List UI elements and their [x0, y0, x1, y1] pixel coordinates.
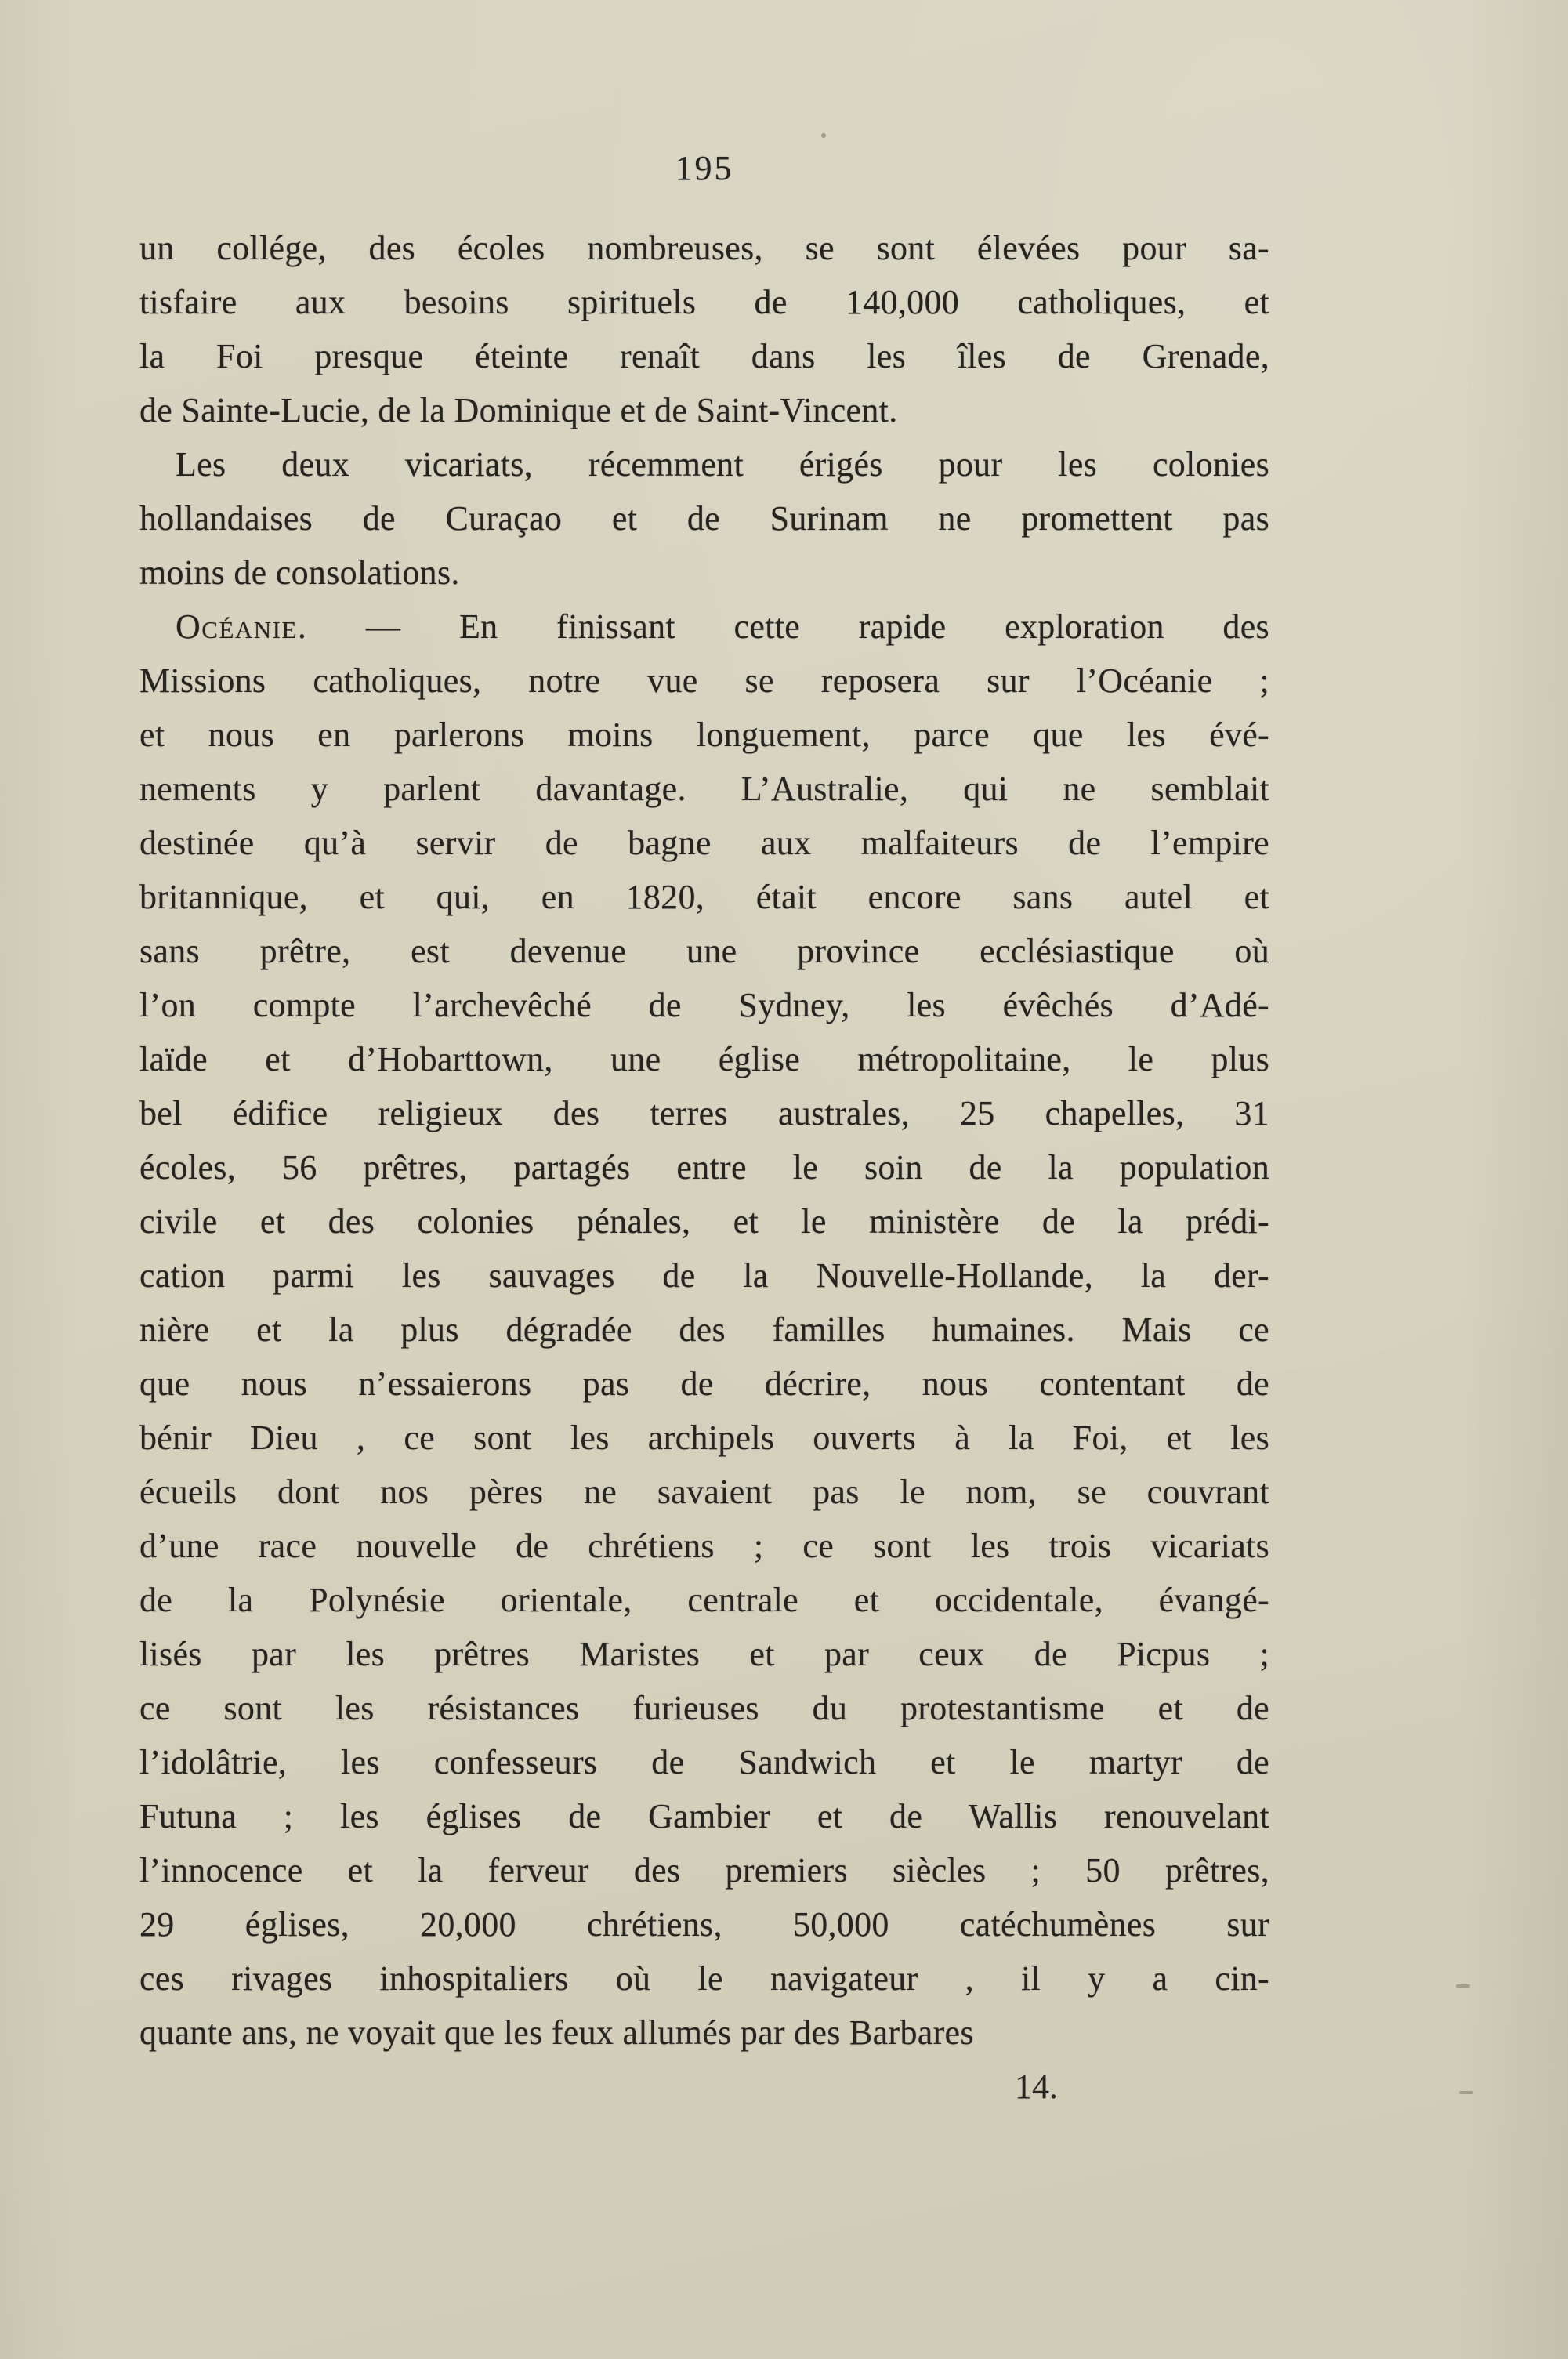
paragraph-vicariats	[139, 437, 1269, 600]
scan-speck	[821, 133, 826, 138]
text-line: d’une race nouvelle de chrétiens ; ce sont les trois vicariats	[139, 1527, 1269, 1565]
text-line: de la Polynésie orientale, centrale et occidentale, évangé-	[139, 1581, 1269, 1619]
text-line: moins de consolations.	[139, 553, 460, 592]
text-line	[139, 600, 1269, 654]
text-span: — En finissant cette rapide exploration des	[307, 607, 1269, 646]
text-line: et nous en parlerons moins longuement, parce que les évé-	[139, 716, 1269, 754]
page-number: 195	[675, 149, 734, 187]
paragraph-oceanie	[139, 600, 1269, 2060]
text-line: cation parmi les sauvages de la Nouvelle-Hollande, la der-	[139, 1256, 1269, 1295]
scan-speck	[1456, 1984, 1470, 1988]
text-line: lisés par les prêtres Maristes et par ceux de Picpus ;	[139, 1635, 1269, 1673]
text-line: tisfaire aux besoins spirituels de 140,000 catholiques, et	[139, 283, 1269, 321]
text-line: l’idolâtrie, les confesseurs de Sandwich et le martyr de	[139, 1743, 1269, 1781]
text-line: laïde et d’Hobarttown, une église métropolitaine, le plus	[139, 1040, 1269, 1078]
text-line: britannique, et qui, en 1820, était encore sans autel et	[139, 878, 1269, 916]
paragraph-continuation	[139, 221, 1269, 437]
text-line: civile et des colonies pénales, et le ministère de la prédi-	[139, 1202, 1269, 1241]
text-line: écoles, 56 prêtres, partagés entre le soin de la population	[139, 1148, 1269, 1187]
text-line: de Sainte-Lucie, de la Dominique et de Saint-Vincent.	[139, 391, 898, 429]
text-line: destinée qu’à servir de bagne aux malfaiteurs de l’empire	[139, 824, 1269, 862]
text-line: nements y parlent davantage. L’Australie, qui ne semblait	[139, 770, 1269, 808]
text-line: l’on compte l’archevêché de Sydney, les évêchés d’Adé-	[139, 986, 1269, 1024]
text-line: 29 églises, 20,000 chrétiens, 50,000 catéchumènes sur	[139, 1905, 1269, 1944]
text-line: bel édifice religieux des terres australes, 25 chapelles, 31	[139, 1094, 1269, 1132]
text-line: ces rivages inhospitaliers où le navigateur , il y a cin-	[139, 1959, 1269, 1998]
text-line: hollandaises de Curaçao et de Surinam ne promettent pas	[139, 499, 1269, 538]
text-line: écueils dont nos pères ne savaient pas le nom, se couvrant	[139, 1473, 1269, 1511]
text-line: quante ans, ne voyait que les feux allumés par des Barbares	[139, 2013, 974, 2052]
signature-mark: 14.	[1015, 2067, 1058, 2106]
text-line: Futuna ; les églises de Gambier et de Wallis renouvelant	[139, 1797, 1269, 1835]
text-line: nière et la plus dégradée des familles humaines. Mais ce	[139, 1310, 1269, 1349]
text-line: sans prêtre, est devenue une province ecclésiastique où	[139, 932, 1269, 970]
text-line: l’innocence et la ferveur des premiers siècles ; 50 prêtres,	[139, 1851, 1269, 1890]
text-line: la Foi presque éteinte renaît dans les îles de Grenade,	[139, 337, 1269, 375]
oceanie-small-caps-heading: Océanie.	[176, 607, 308, 646]
scan-speck	[1459, 2091, 1473, 2094]
text-line: Les deux vicariats, récemment érigés pour les colonies	[176, 445, 1269, 484]
text-line: ce sont les résistances furieuses du protestantisme et de	[139, 1689, 1269, 1727]
text-column	[139, 149, 1269, 2114]
text-line: que nous n’essaierons pas de décrire, nous contentant de	[139, 1364, 1269, 1403]
text-line: Missions catholiques, notre vue se reposera sur l’Océanie ;	[139, 661, 1269, 700]
text-line: bénir Dieu , ce sont les archipels ouverts à la Foi, et les	[139, 1419, 1269, 1457]
text-line: un collége, des écoles nombreuses, se sont élevées pour sa-	[139, 229, 1269, 267]
